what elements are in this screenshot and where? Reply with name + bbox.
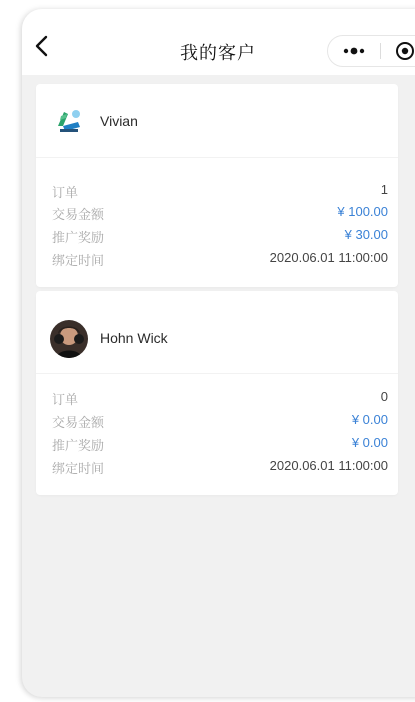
reward-row [52, 435, 388, 455]
beach-chair-avatar [52, 104, 86, 138]
target-icon [381, 36, 415, 66]
customer-name: Vivian [100, 113, 138, 129]
reward-label: 推广奖励 [52, 230, 105, 245]
customer-header [36, 84, 398, 157]
bind-time-value: 2020.06.01 11:00:00 [269, 458, 388, 473]
mini-program-capsule [327, 35, 415, 67]
orders-value: 0 [380, 389, 388, 404]
amount-value: ¥ 0.00 [351, 412, 388, 427]
close-program-button[interactable] [381, 36, 415, 66]
orders-row [52, 182, 388, 202]
bind-time-value: 2020.06.01 11:00:00 [269, 250, 388, 265]
amount-row [52, 412, 388, 432]
bind-time-row [52, 250, 388, 270]
portrait-avatar [50, 320, 88, 358]
bind-time-label: 绑定时间 [52, 461, 105, 476]
orders-value: 1 [380, 182, 388, 197]
bind-time-label: 绑定时间 [52, 253, 105, 268]
page-title: 我的客户 [180, 43, 256, 63]
more-dots-icon [328, 36, 380, 66]
amount-value: ¥ 100.00 [337, 204, 388, 219]
more-button[interactable] [328, 36, 380, 66]
customer-name: Hohn Wick [100, 330, 168, 346]
divider [36, 157, 398, 158]
customer-card[interactable] [36, 84, 398, 287]
bind-time-row [52, 458, 388, 478]
orders-label: 订单 [52, 392, 79, 407]
customer-card[interactable] [36, 291, 398, 495]
orders-row [52, 389, 388, 409]
reward-row [52, 227, 388, 247]
divider [36, 373, 398, 374]
phone-screen [22, 9, 415, 697]
nav-bar [22, 9, 415, 75]
avatar [50, 320, 88, 358]
reward-value: ¥ 30.00 [344, 227, 388, 242]
amount-label: 交易金额 [52, 415, 105, 430]
reward-label: 推广奖励 [52, 438, 105, 453]
reward-value: ¥ 0.00 [351, 435, 388, 450]
avatar [52, 104, 86, 138]
orders-label: 订单 [52, 185, 79, 200]
amount-row [52, 204, 388, 224]
amount-label: 交易金额 [52, 207, 105, 222]
customer-header [36, 291, 398, 364]
